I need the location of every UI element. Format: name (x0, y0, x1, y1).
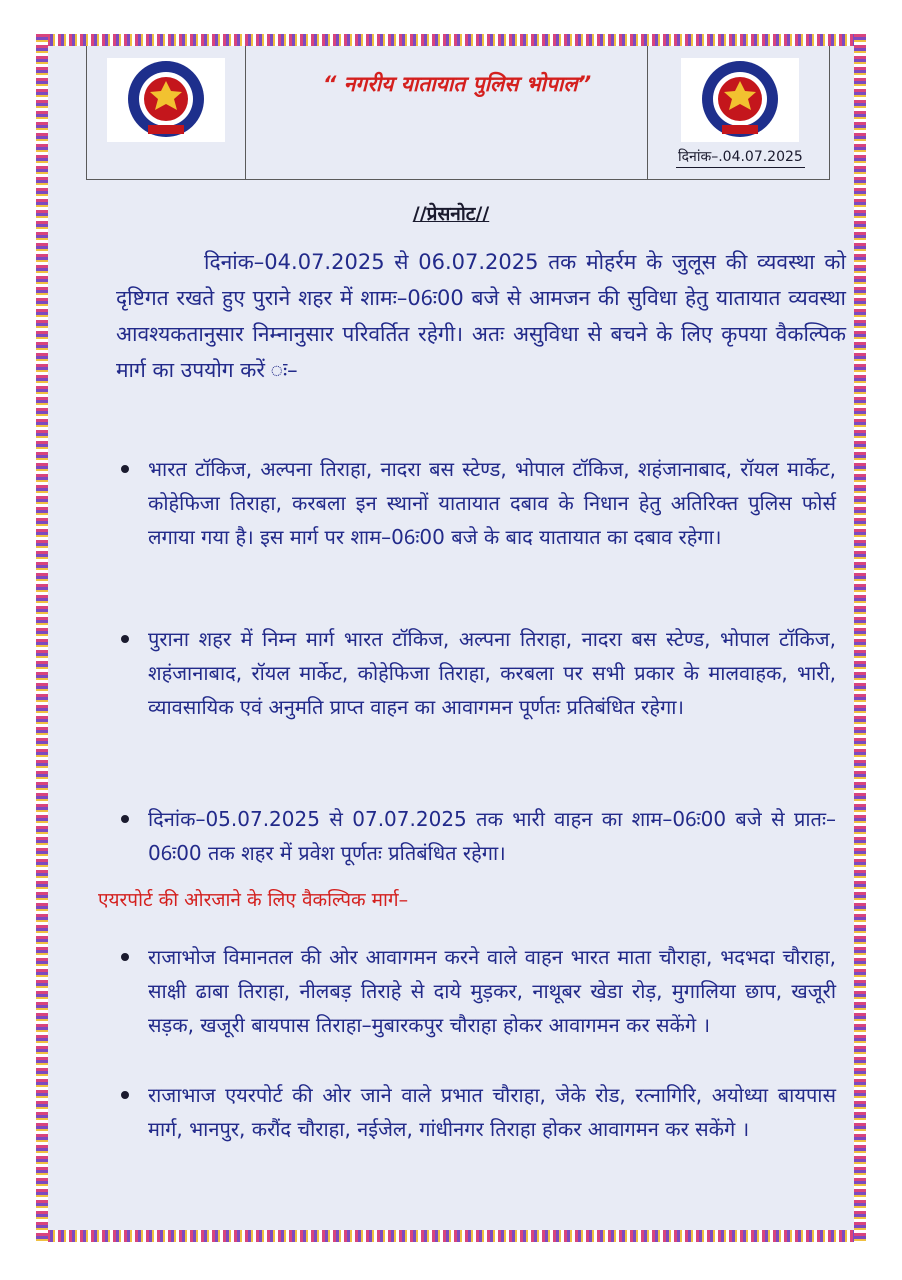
list-item (116, 622, 836, 724)
list-item-text: पुराना शहर में निम्न मार्ग भारत टॉकिज, अल्पना तिराहा, नादरा बस स्टेण्ड, भोपाल टॉकिज, शहंजानाबाद, रॉयल मार्केट, कोहेफिजा तिराहा, करबला पर सभी प्रकार के मालवाहक, भारी, व्यावसायिक एवं अनुमति प्राप्त वाहन का आवागमन पूर्णतः प्रतिबंधित रहेगा। (148, 627, 836, 719)
police-logo-right (681, 58, 799, 142)
list-item (116, 940, 836, 1042)
press-note-page (36, 34, 866, 1242)
bullet-icon (121, 953, 129, 961)
police-emblem-icon (698, 59, 782, 141)
press-note-title (36, 200, 866, 226)
press-note-title-text: //प्रेसनोट// (412, 203, 490, 225)
letterhead-title: “ नगरीय यातायात पुलिस भोपाल” (322, 72, 592, 96)
decorative-border-bottom (36, 1230, 866, 1242)
bullet-icon (121, 1091, 129, 1099)
bullet-icon (121, 815, 129, 823)
decorative-border-top (36, 34, 866, 46)
list-item-text: दिनांक–05.07.2025 से 07.07.2025 तक भारी वाहन का शाम–06ः00 बजे से प्रातः–06ः00 तक शहर में प्रवेश पूर्णतः प्रतिबंधित रहेगा। (148, 807, 836, 865)
document-date: दिनांक–.04.07.2025 (676, 147, 805, 168)
bullet-icon (121, 635, 129, 643)
police-logo-left (107, 58, 225, 142)
intro-paragraph: दिनांक–04.07.2025 से 06.07.2025 तक मोहर्रम के जुलूस की व्यवस्था को दृष्टिगत रखते हुए पुराने शहर में शामः–06ः00 बजे से आमजन की सुविधा हेतु यातायात व्यवस्था आवश्यकतानुसार निम्नानुसार परिवर्तित रहेगी। अतः असुविधा से बचने के लिए कृपया वैकल्पिक मार्ग का उपयोग करें ः– (116, 250, 847, 382)
list-item (116, 452, 836, 554)
letterhead-divider (245, 46, 246, 179)
list-item-text: राजाभाज एयरपोर्ट की ओर जाने वाले प्रभात चौराहा, जेके रोड, रत्नागिरि, अयोध्या बायपास मार्ग, भानपुर, करौंद चौराहा, नईजेल, गांधीनगर तिराहा होकर आवागमन कर सकेंगे । (148, 1083, 836, 1141)
list-item-text: राजाभोज विमानतल की ओर आवागमन करने वाले वाहन भारत माता चौराहा, भदभदा चौराहा, साक्षी ढाबा तिराहा, नीलबड़ तिराहे से दाये मुड़कर, नाथूबर खेडा रोड़, मुगालिया छाप, खजूरी सड़क, खजूरी बायपास तिराहा–मुबारकपुर चौराहा होकर आवागमन कर सकेंगे । (148, 945, 836, 1037)
police-emblem-icon (124, 59, 208, 141)
airport-route-heading: एयरपोर्ट की ओरजाने के लिए वैकल्पिक मार्ग– (98, 889, 409, 911)
list-item (116, 802, 836, 870)
list-item (116, 1078, 836, 1146)
bullet-icon (121, 465, 129, 473)
letterhead-divider (647, 46, 648, 179)
list-item-text: भारत टॉकिज, अल्पना तिराहा, नादरा बस स्टेण्ड, भोपाल टॉकिज, शहंजानाबाद, रॉयल मार्केट, कोहेफिजा तिराहा, करबला इन स्थानों यातायात दबाव के निधान हेतु अतिरिक्त पुलिस फोर्स लगाया गया है। इस मार्ग पर शाम–06ः00 बजे के बाद यातायात का दबाव रहेगा। (148, 457, 836, 549)
